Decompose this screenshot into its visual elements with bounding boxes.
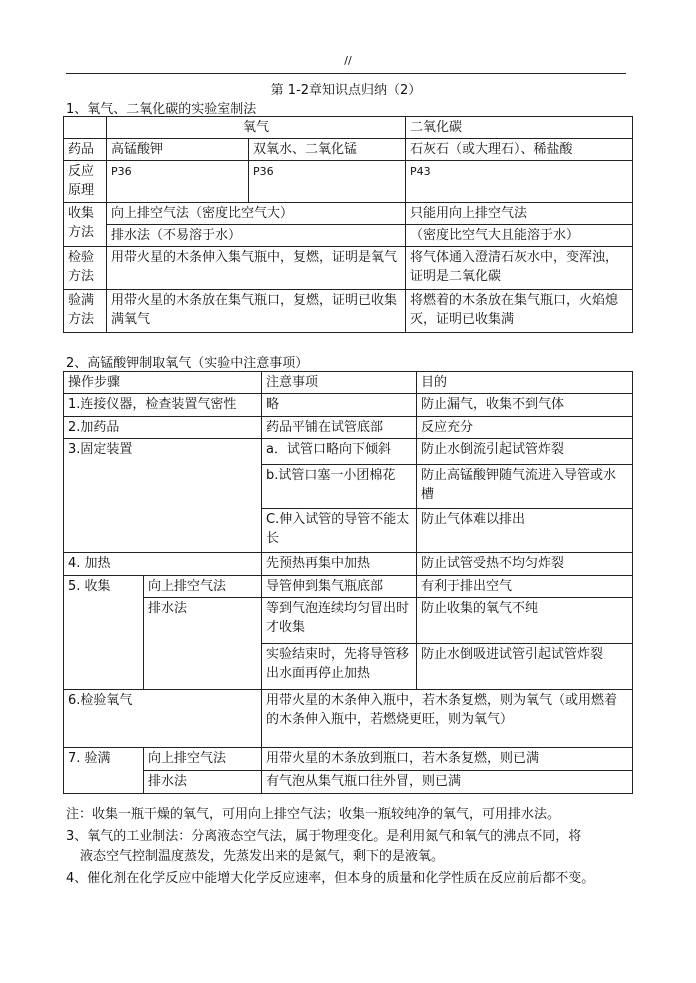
section2-title: 2、高锰酸钾制取氧气（实验中注意事项） xyxy=(66,356,309,371)
note-industrial-line2: 液态空气控制温度蒸发，先蒸发出来的是氮气，剩下的是液氧。 xyxy=(80,849,445,864)
step-3: 3.固定装置 xyxy=(64,439,262,553)
drug-kmno4: 高锰酸钾 xyxy=(107,139,249,161)
row-label-full: 验满方法 xyxy=(64,290,107,333)
collect-co2-line1: 只能用向上排空气法 xyxy=(406,203,633,225)
header-mark: // xyxy=(344,54,352,67)
document-title: 第 1-2章知识点归纳（2） xyxy=(270,83,422,98)
note-1: 略 xyxy=(262,394,417,417)
purpose-5-water-2: 防止水倒吸进试管引起试管炸裂 xyxy=(417,644,633,690)
purpose-1: 防止漏气，收集不到气体 xyxy=(417,394,633,417)
header-purpose: 目的 xyxy=(417,372,633,394)
test-co2: 将气体通入澄清石灰水中，变浑浊，证明是二氧化碳 xyxy=(406,247,633,290)
step-5: 5. 收集 xyxy=(64,576,144,690)
drug-co2: 石灰石（或大理石）、稀盐酸 xyxy=(406,139,633,161)
purpose-5-water-1: 防止收集的氧气不纯 xyxy=(417,598,633,644)
note-catalyst: 4、催化剂在化学反应中能增大化学反应速率，但本身的质量和化学性质在反应前后都不变。 xyxy=(66,871,595,886)
principle-co2: P43 xyxy=(406,161,633,203)
purpose-5-upward: 有利于排出空气 xyxy=(417,576,633,598)
row-label-drug: 药品 xyxy=(64,139,107,161)
step-4: 4. 加热 xyxy=(64,553,262,576)
row-label-principle: 反应原理 xyxy=(64,161,107,203)
note-3b: b.试管口塞一小团棉花 xyxy=(262,465,417,509)
note-7-upward: 用带火星的木条放到瓶口，若木条复燃，则已满 xyxy=(262,748,633,771)
header-co2: 二氧化碳 xyxy=(406,117,633,139)
purpose-3a: 防止水倒流引起试管炸裂 xyxy=(417,439,633,465)
note-3c: C.伸入试管的导管不能太长 xyxy=(262,509,417,553)
full-co2: 将燃着的木条放在集气瓶口，火焰熄灭，证明已收集满 xyxy=(406,290,633,333)
note-5-water-2: 实验结束时，先将导管移出水面再停止加热 xyxy=(262,644,417,690)
header-oxygen: 氧气 xyxy=(107,117,406,139)
step-6: 6.检验氧气 xyxy=(64,690,262,748)
note-6: 用带火星的木条伸入瓶中，若木条复燃，则为氧气（或用燃着的木条伸入瓶中，若燃烧更旺，则为氧气） xyxy=(262,690,633,748)
step-7: 7. 验满 xyxy=(64,748,144,794)
header-rule xyxy=(66,73,626,74)
step-1: 1.连接仪器，检查装置气密性 xyxy=(64,394,262,417)
row-label-test: 检验方法 xyxy=(64,247,107,290)
note-industrial-line1: 3、氧气的工业制法：分离液态空气法，属于物理变化。是利用氮气和氧气的沸点不同，将 xyxy=(66,829,582,844)
collect-o2-upward: 向上排空气法（密度比空气大） xyxy=(107,203,406,225)
step-7-upward-method: 向上排空气法 xyxy=(144,748,262,771)
note-3a: a．试管口略向下倾斜 xyxy=(262,439,417,465)
purpose-3b: 防止高锰酸钾随气流进入导管或水槽 xyxy=(417,465,633,509)
note-collection: 注：收集一瓶干燥的氧气，可用向上排空气法；收集一瓶较纯净的氧气，可用排水法。 xyxy=(66,807,561,822)
full-o2: 用带火星的木条放在集气瓶口，复燃，证明已收集满氧气 xyxy=(107,290,406,333)
purpose-2: 反应充分 xyxy=(417,417,633,439)
collect-o2-water: 排水法（不易溶于水） xyxy=(107,225,406,247)
purpose-3c: 防止气体难以排出 xyxy=(417,509,633,553)
section1-title: 1、氧气、二氧化碳的实验室制法 xyxy=(66,102,257,117)
header-step: 操作步骤 xyxy=(64,372,262,394)
row-label-collect: 收集方法 xyxy=(64,203,107,247)
step-5-upward-method: 向上排空气法 xyxy=(144,576,262,598)
principle-kmno4: P36 xyxy=(107,161,249,203)
collect-co2-line2: （密度比空气大且能溶于水） xyxy=(406,225,633,247)
step-5-water-method: 排水法 xyxy=(144,598,262,690)
step-2: 2.加药品 xyxy=(64,417,262,439)
principle-h2o2: P36 xyxy=(249,161,406,203)
corner-cell xyxy=(64,117,107,139)
note-2: 药品平铺在试管底部 xyxy=(262,417,417,439)
step-7-water-method: 排水法 xyxy=(144,771,262,794)
kmno4-procedure-table xyxy=(63,371,633,794)
drug-h2o2: 双氧水、二氧化锰 xyxy=(249,139,406,161)
lab-preparation-table xyxy=(63,116,633,333)
note-4: 先预热再集中加热 xyxy=(262,553,417,576)
purpose-4: 防止试管受热不均匀炸裂 xyxy=(417,553,633,576)
note-5-water-1: 等到气泡连续均匀冒出时才收集 xyxy=(262,598,417,644)
test-o2: 用带火星的木条伸入集气瓶中，复燃，证明是氧气 xyxy=(107,247,406,290)
note-5-upward: 导管伸到集气瓶底部 xyxy=(262,576,417,598)
note-7-water: 有气泡从集气瓶口往外冒，则已满 xyxy=(262,771,633,794)
header-note: 注意事项 xyxy=(262,372,417,394)
